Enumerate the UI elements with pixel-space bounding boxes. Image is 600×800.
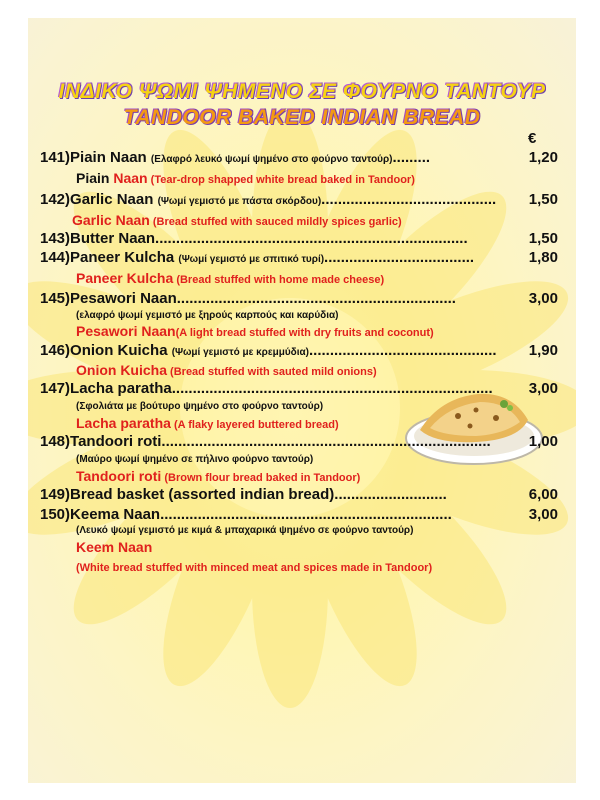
menu-item-142 [40, 191, 496, 208]
item-number: 150) [40, 506, 71, 523]
menu-item-146 [40, 342, 500, 359]
dot-leader: ............................................. [309, 342, 497, 359]
menu-item-144 [40, 249, 500, 266]
item-name: Tandoori roti [70, 433, 162, 450]
dot-leader: ........................................................................... [155, 230, 468, 247]
item-english-name: Tandoori roti [76, 468, 162, 484]
menu-item-143 [40, 230, 500, 247]
item-price: 3,00 [528, 290, 558, 307]
item-greek-description: (Ψωμί γεμιστό με κρεμμύδια) [171, 347, 309, 358]
dot-leader: ............................................................................. [171, 380, 493, 397]
item-price: 1,50 [528, 191, 558, 208]
menu-item-148 [40, 433, 500, 450]
item-price: 6,00 [528, 486, 558, 503]
dot-leader: ................................................................... [176, 290, 456, 307]
menu-item-147 [40, 380, 500, 397]
item-english-text: (Brown flour bread baked in Tandoor) [161, 472, 361, 484]
item-english-prefix: Piain [76, 170, 114, 186]
item-english-name: Onion Kuicha [76, 362, 167, 378]
item-english-description [76, 323, 434, 341]
menu-item-150 [40, 506, 500, 523]
item-english-name: Paneer Kulcha [76, 270, 174, 286]
item-greek-description: (Σφολιάτα με βούτυρο ψημένο στο φούρνο ταντούρ) [76, 401, 324, 412]
item-name: Onion Kuicha [70, 342, 168, 359]
item-english-description [76, 270, 384, 288]
item-name: Bread basket (assorted indian bread) [70, 486, 335, 503]
dot-leader: .......................................... [321, 191, 497, 208]
item-english-name: Pesawori Naan [76, 323, 176, 339]
item-greek-description: (Μαύρο ψωμί ψημένο σε πήλινο φούρνο ταντούρ) [76, 454, 314, 465]
item-price: 1,80 [528, 249, 558, 266]
item-english-name: Garlic Naan [72, 212, 150, 228]
item-english-description [76, 468, 360, 486]
item-english-text: (A flaky layered buttered bread) [170, 419, 339, 431]
item-greek-description: (Ψωμί γεμιστό με πάστα σκόρδου) [157, 196, 322, 207]
item-english-description [76, 170, 415, 188]
item-english-text: (Bread stuffed with sauted mild onions) [167, 366, 377, 378]
item-name: Butter Naan [70, 230, 156, 247]
item-name: Piain Naan [70, 149, 147, 166]
item-number: 144) [40, 249, 71, 266]
item-english-name: Lacha paratha [76, 415, 171, 431]
item-name: Pesawori Naan [70, 290, 177, 307]
item-greek-description: (Ψωμί γεμιστό με σπιτικό τυρί) [178, 254, 325, 265]
item-english-text: (White bread stuffed with minced meat and spices made in Tandoor) [76, 562, 433, 574]
item-english-text: (A light bread stuffed with dry fruits and coconut) [175, 327, 434, 339]
menu-title-english: TANDOOR BAKED INDIAN BREAD [123, 106, 481, 129]
dot-leader: ...................................................................... [160, 506, 452, 523]
item-greek-description: (ελαφρό ψωμί γεμιστό με ξηρούς καρπούς και καρύδια) [76, 310, 339, 321]
currency-symbol: € [528, 130, 537, 147]
item-name: Paneer Kulcha [70, 249, 175, 266]
item-english-name-line [76, 539, 152, 557]
menu-page [28, 18, 576, 783]
menu-title-greek: ΙΝΔΙΚΟ ΨΩΜΙ ΨΗΜΕΝΟ ΣΕ ΦΟΥΡΝΟ ΤΑΝΤΟΥΡ [58, 80, 546, 103]
item-english-description [72, 212, 402, 230]
item-price: 1,50 [528, 230, 558, 247]
menu-item-141 [40, 149, 430, 166]
item-price: 3,00 [528, 506, 558, 523]
item-english-description [76, 558, 432, 576]
item-english-name: Naan [113, 170, 148, 186]
menu-item-145 [40, 290, 500, 307]
item-greek-description: (Ελαφρό λευκό ψωμί ψημένο στο φούρνο ταντούρ) [150, 154, 393, 165]
dot-leader: ......... [392, 149, 431, 166]
item-greek-description: (Λευκό ψωμί γεμιστό με κιμά & μπαχαρικά ψημένο σε φούρνο ταντούρ) [76, 525, 414, 536]
item-english-text: (Tear-drop shapped white bread baked in Tandoor) [147, 174, 415, 186]
item-price: 1,90 [528, 342, 558, 359]
dot-leader: .................................... [324, 249, 475, 266]
item-name: Garlic Naan [70, 191, 154, 208]
item-price: 1,20 [528, 149, 558, 166]
item-english-text: (Bread stuffed with sauced mildly spices garlic) [149, 216, 402, 228]
item-price: 1,00 [528, 433, 558, 450]
item-number: 143) [40, 230, 71, 247]
item-name: Lacha paratha [70, 380, 172, 397]
item-price: 3,00 [528, 380, 558, 397]
item-number: 145) [40, 290, 71, 307]
item-number: 147) [40, 380, 71, 397]
item-english-name: Keem Naan [76, 539, 153, 555]
item-number: 142) [40, 191, 71, 208]
item-number: 146) [40, 342, 71, 359]
item-name: Keema Naan [70, 506, 161, 523]
item-english-description [76, 362, 377, 380]
item-number: 149) [40, 486, 71, 503]
dot-leader: ............................................................................... [161, 433, 491, 450]
item-english-text: (Bread stuffed with home made cheese) [173, 274, 385, 286]
item-english-description [76, 415, 339, 433]
menu-item-149 [40, 486, 500, 503]
item-number: 141) [40, 149, 71, 166]
item-number: 148) [40, 433, 71, 450]
dot-leader: ........................... [334, 486, 447, 503]
